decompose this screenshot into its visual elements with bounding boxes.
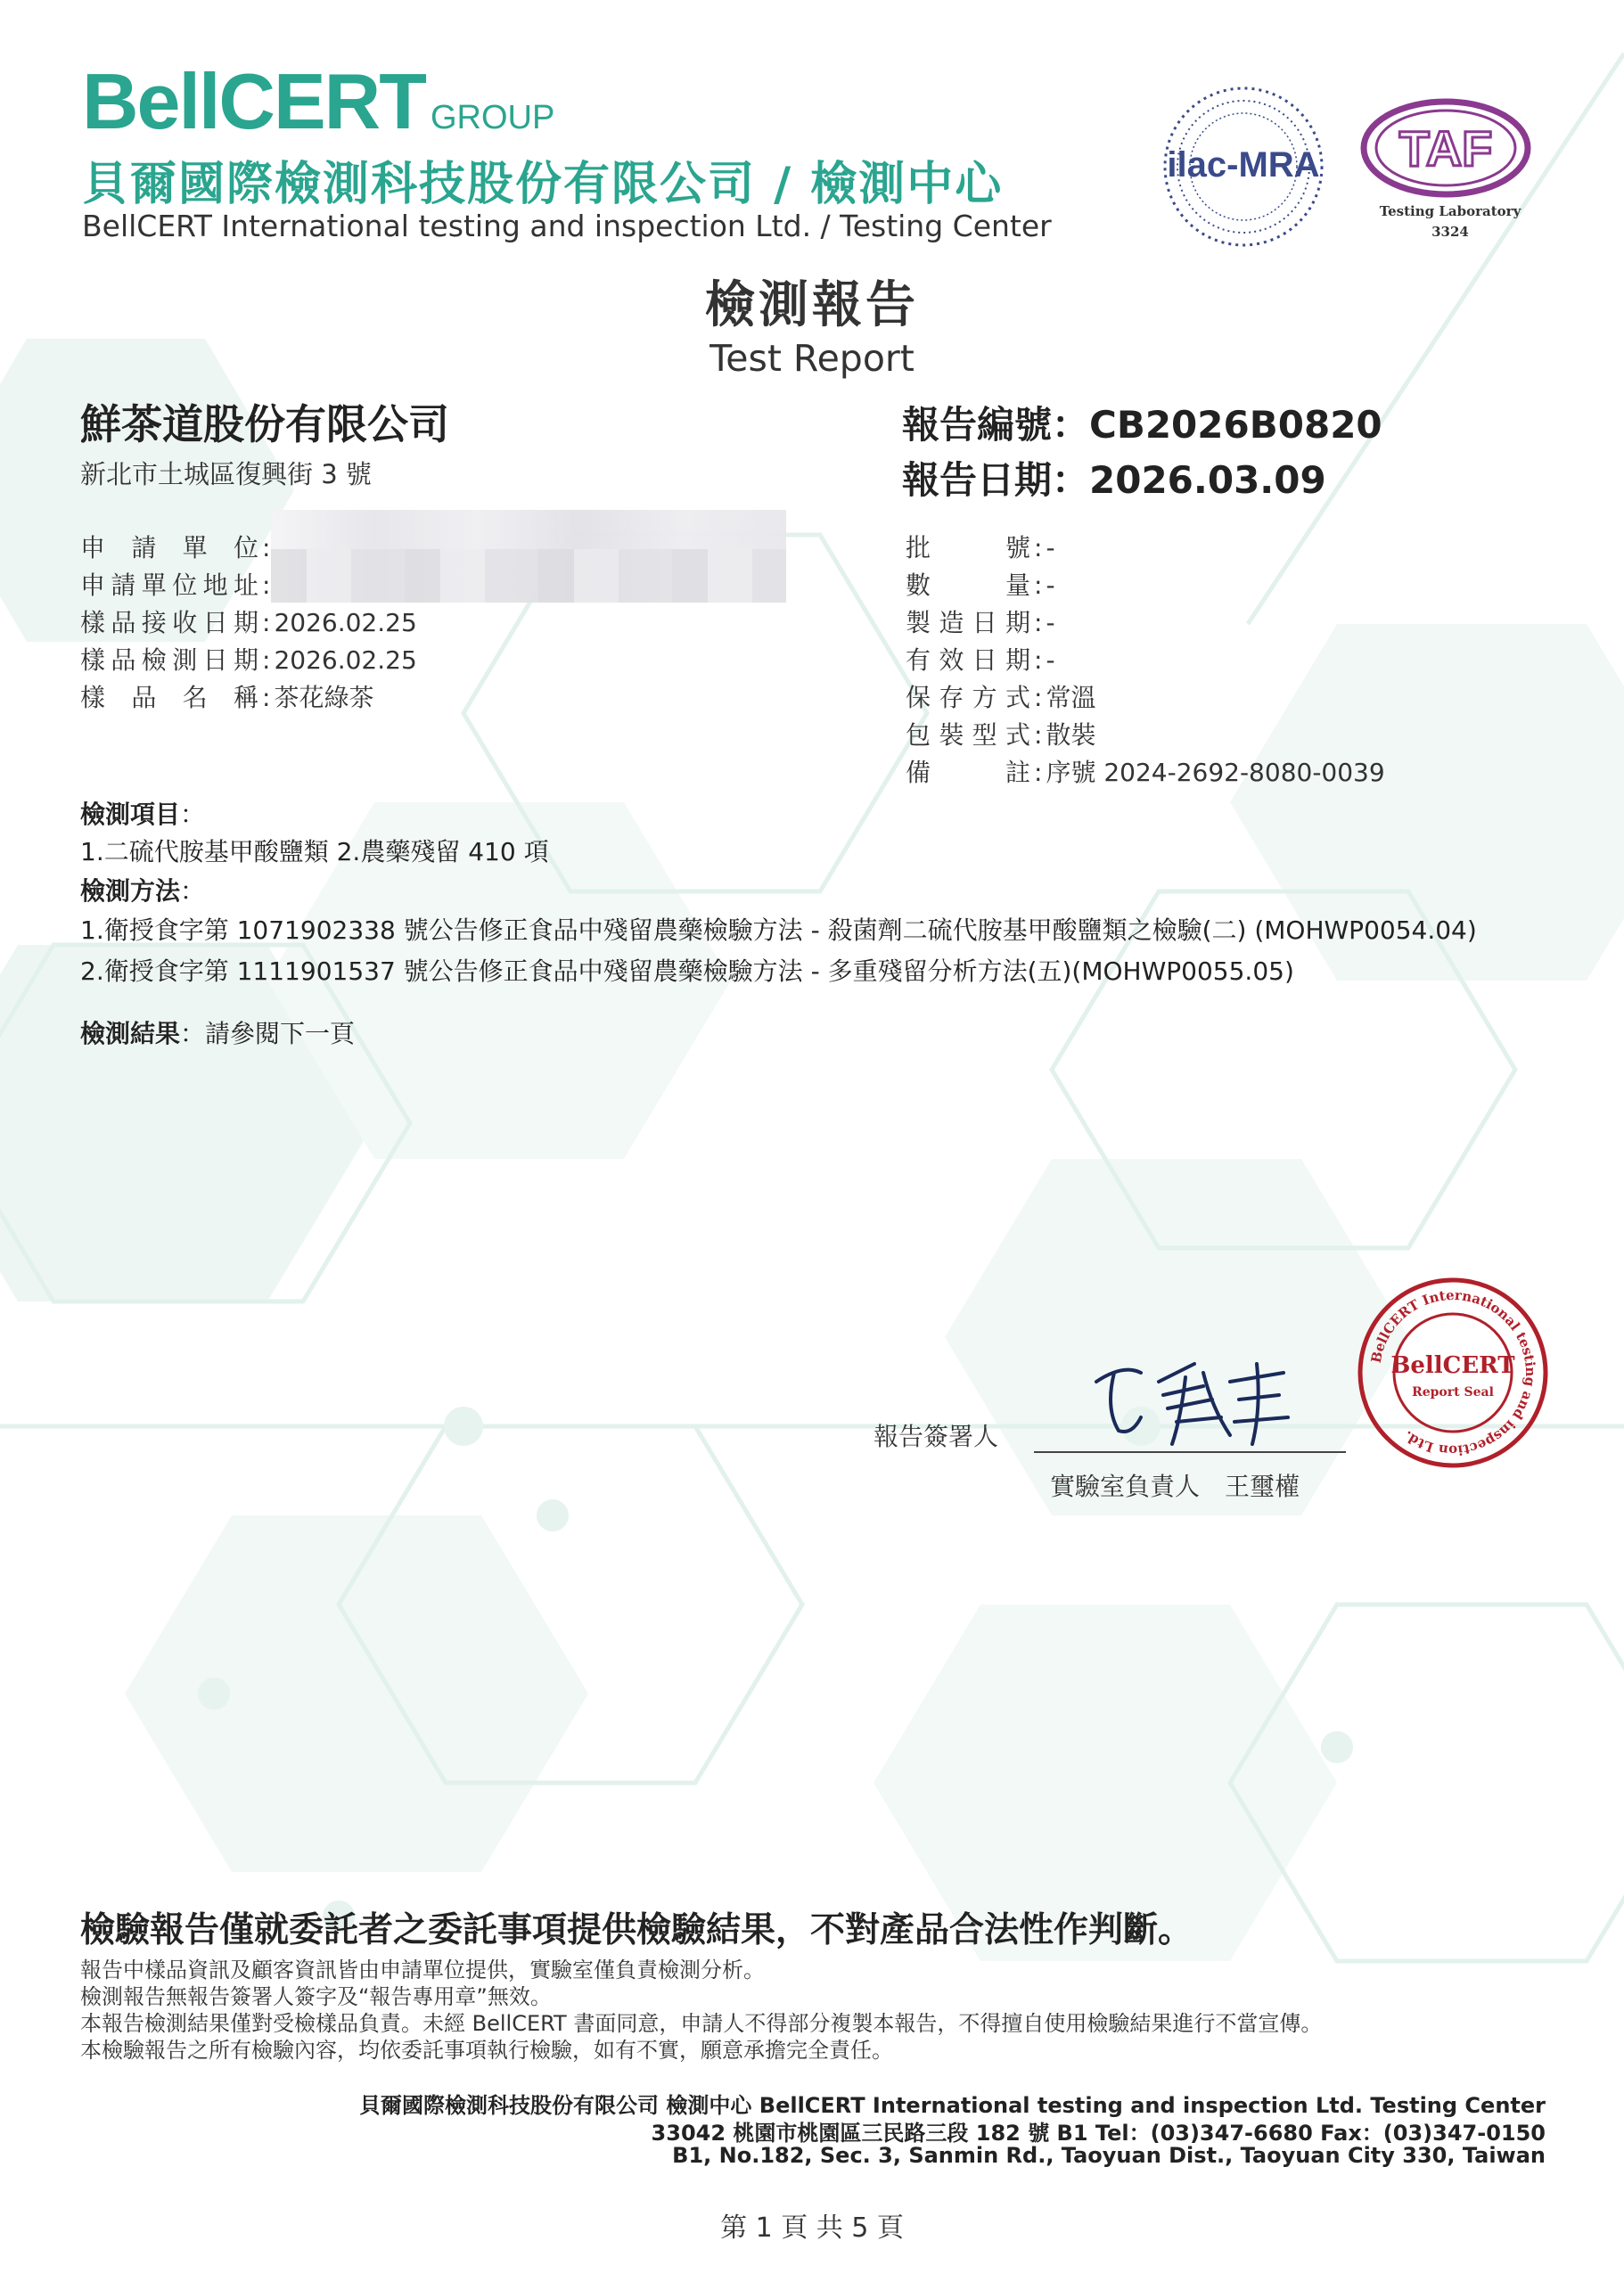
signature-line	[1034, 1451, 1346, 1453]
ilac-mra-logo	[1159, 82, 1328, 251]
svg-text:BellCERT International testing: BellCERT International testing and inspection Ltd.	[1367, 1286, 1539, 1459]
field-batch-number: 批號 : -	[906, 533, 1055, 562]
report-date: 報告日期：2026.03.09	[902, 458, 1326, 502]
taf-laboratory-number: Testing Laboratory 3324	[1379, 203, 1521, 240]
footer-company: 貝爾國際檢測科技股份有限公司 檢測中心 BellCERT International testing and inspection Ltd. Testing Center	[359, 2093, 1546, 2118]
brand-group: GROUP	[430, 99, 555, 136]
handwritten-signature	[1079, 1346, 1292, 1453]
test-method-line: 1.衛授食字第 1071902338 號公告修正食品中殘留農藥檢驗方法 - 殺菌劑二硫代胺基甲酸鹽類之檢驗(二) (MOHWP0054.04)	[80, 915, 1477, 945]
test-items-value: 1.二硫代胺基甲酸鹽類 2.農藥殘留 410 項	[80, 837, 549, 866]
field-packaging: 包裝型式 : 散裝	[906, 720, 1096, 750]
field-expiry-date: 有效日期 : -	[906, 645, 1055, 675]
client-name: 鮮茶道股份有限公司	[80, 400, 449, 448]
field-sample-name: 樣品名稱 : 茶花綠茶	[80, 683, 374, 712]
footer-address-en: B1, No.182, Sec. 3, Sanmin Rd., Taoyuan Dist., Taoyuan City 330, Taiwan	[672, 2143, 1546, 2168]
report-number: 報告編號：CB2026B0820	[902, 403, 1382, 447]
field-received-date: 樣品接收日期 : 2026.02.25	[80, 608, 417, 637]
disclaimer-line: 本報告檢測結果僅對受檢樣品負責。未經 BellCERT 書面同意，申請人不得部分複製本報告，不得擅自使用檢驗結果進行不當宣傳。	[80, 2011, 1323, 2036]
signatory-label: 報告簽署人	[874, 1422, 999, 1451]
field-remarks: 備註 : 序號 2024-2692-8080-0039	[906, 758, 1385, 787]
test-result: 檢測結果：請參閱下一頁	[80, 1019, 356, 1048]
svg-text:Report Seal: Report Seal	[1412, 1385, 1494, 1400]
disclaimer-line: 本檢驗報告之所有檢驗內容，均依委託事項執行檢驗，如有不實，願意承擔完全責任。	[80, 2038, 893, 2063]
disclaimer-line: 報告中樣品資訊及顧客資訊皆由申請單位提供，實驗室僅負責檢測分析。	[80, 1958, 765, 1982]
report-title-en: Test Report	[709, 337, 915, 380]
svg-text:TAF: TAF	[1398, 120, 1493, 176]
field-test-date: 樣品檢測日期 : 2026.02.25	[80, 645, 417, 675]
field-applicant-address: 申請單位地址 :	[80, 570, 271, 600]
signatory-name: 實驗室負責人 王璽權	[1050, 1472, 1300, 1501]
report-seal-stamp	[1357, 1276, 1549, 1469]
footer-address-zh: 33042 桃園市桃園區三民路三段 182 號 B1 Tel：(03)347-6680 Fax：(03)347-0150	[651, 2121, 1546, 2146]
svg-text:ilac-MRA: ilac-MRA	[1167, 145, 1320, 185]
test-methods-label: 檢測方法：	[80, 876, 206, 906]
redacted-area-detail	[271, 549, 786, 603]
company-name-zh: 貝爾國際檢測科技股份有限公司 / 檢測中心	[82, 158, 1004, 211]
disclaimer-heading: 檢驗報告僅就委託者之委託事項提供檢驗結果，不對產品合法性作判斷。	[80, 1910, 1193, 1950]
brand-logo: BellCERT GROUP	[82, 57, 555, 145]
field-storage: 保存方式 : 常溫	[906, 683, 1096, 712]
report-title-zh: 檢測報告	[705, 276, 919, 334]
page-number: 第 1 頁 共 5 頁	[720, 2212, 904, 2244]
test-items-label: 檢測項目：	[80, 800, 206, 829]
field-applicant: 申請單位 :	[80, 533, 271, 562]
company-name-en: BellCERT International testing and inspection Ltd. / Testing Center	[82, 209, 1052, 243]
disclaimer-line: 檢測報告無報告簽署人簽字及“報告專用章”無效。	[80, 1984, 552, 2009]
field-quantity: 數量 : -	[906, 570, 1055, 600]
svg-text:BellCERT: BellCERT	[1390, 1352, 1515, 1379]
test-method-line: 2.衛授食字第 1111901537 號公告修正食品中殘留農藥檢驗方法 - 多重殘留分析方法(五)(MOHWP0055.05)	[80, 956, 1294, 986]
field-manufacture-date: 製造日期 : -	[906, 608, 1055, 637]
client-address: 新北市土城區復興街 3 號	[80, 459, 372, 489]
